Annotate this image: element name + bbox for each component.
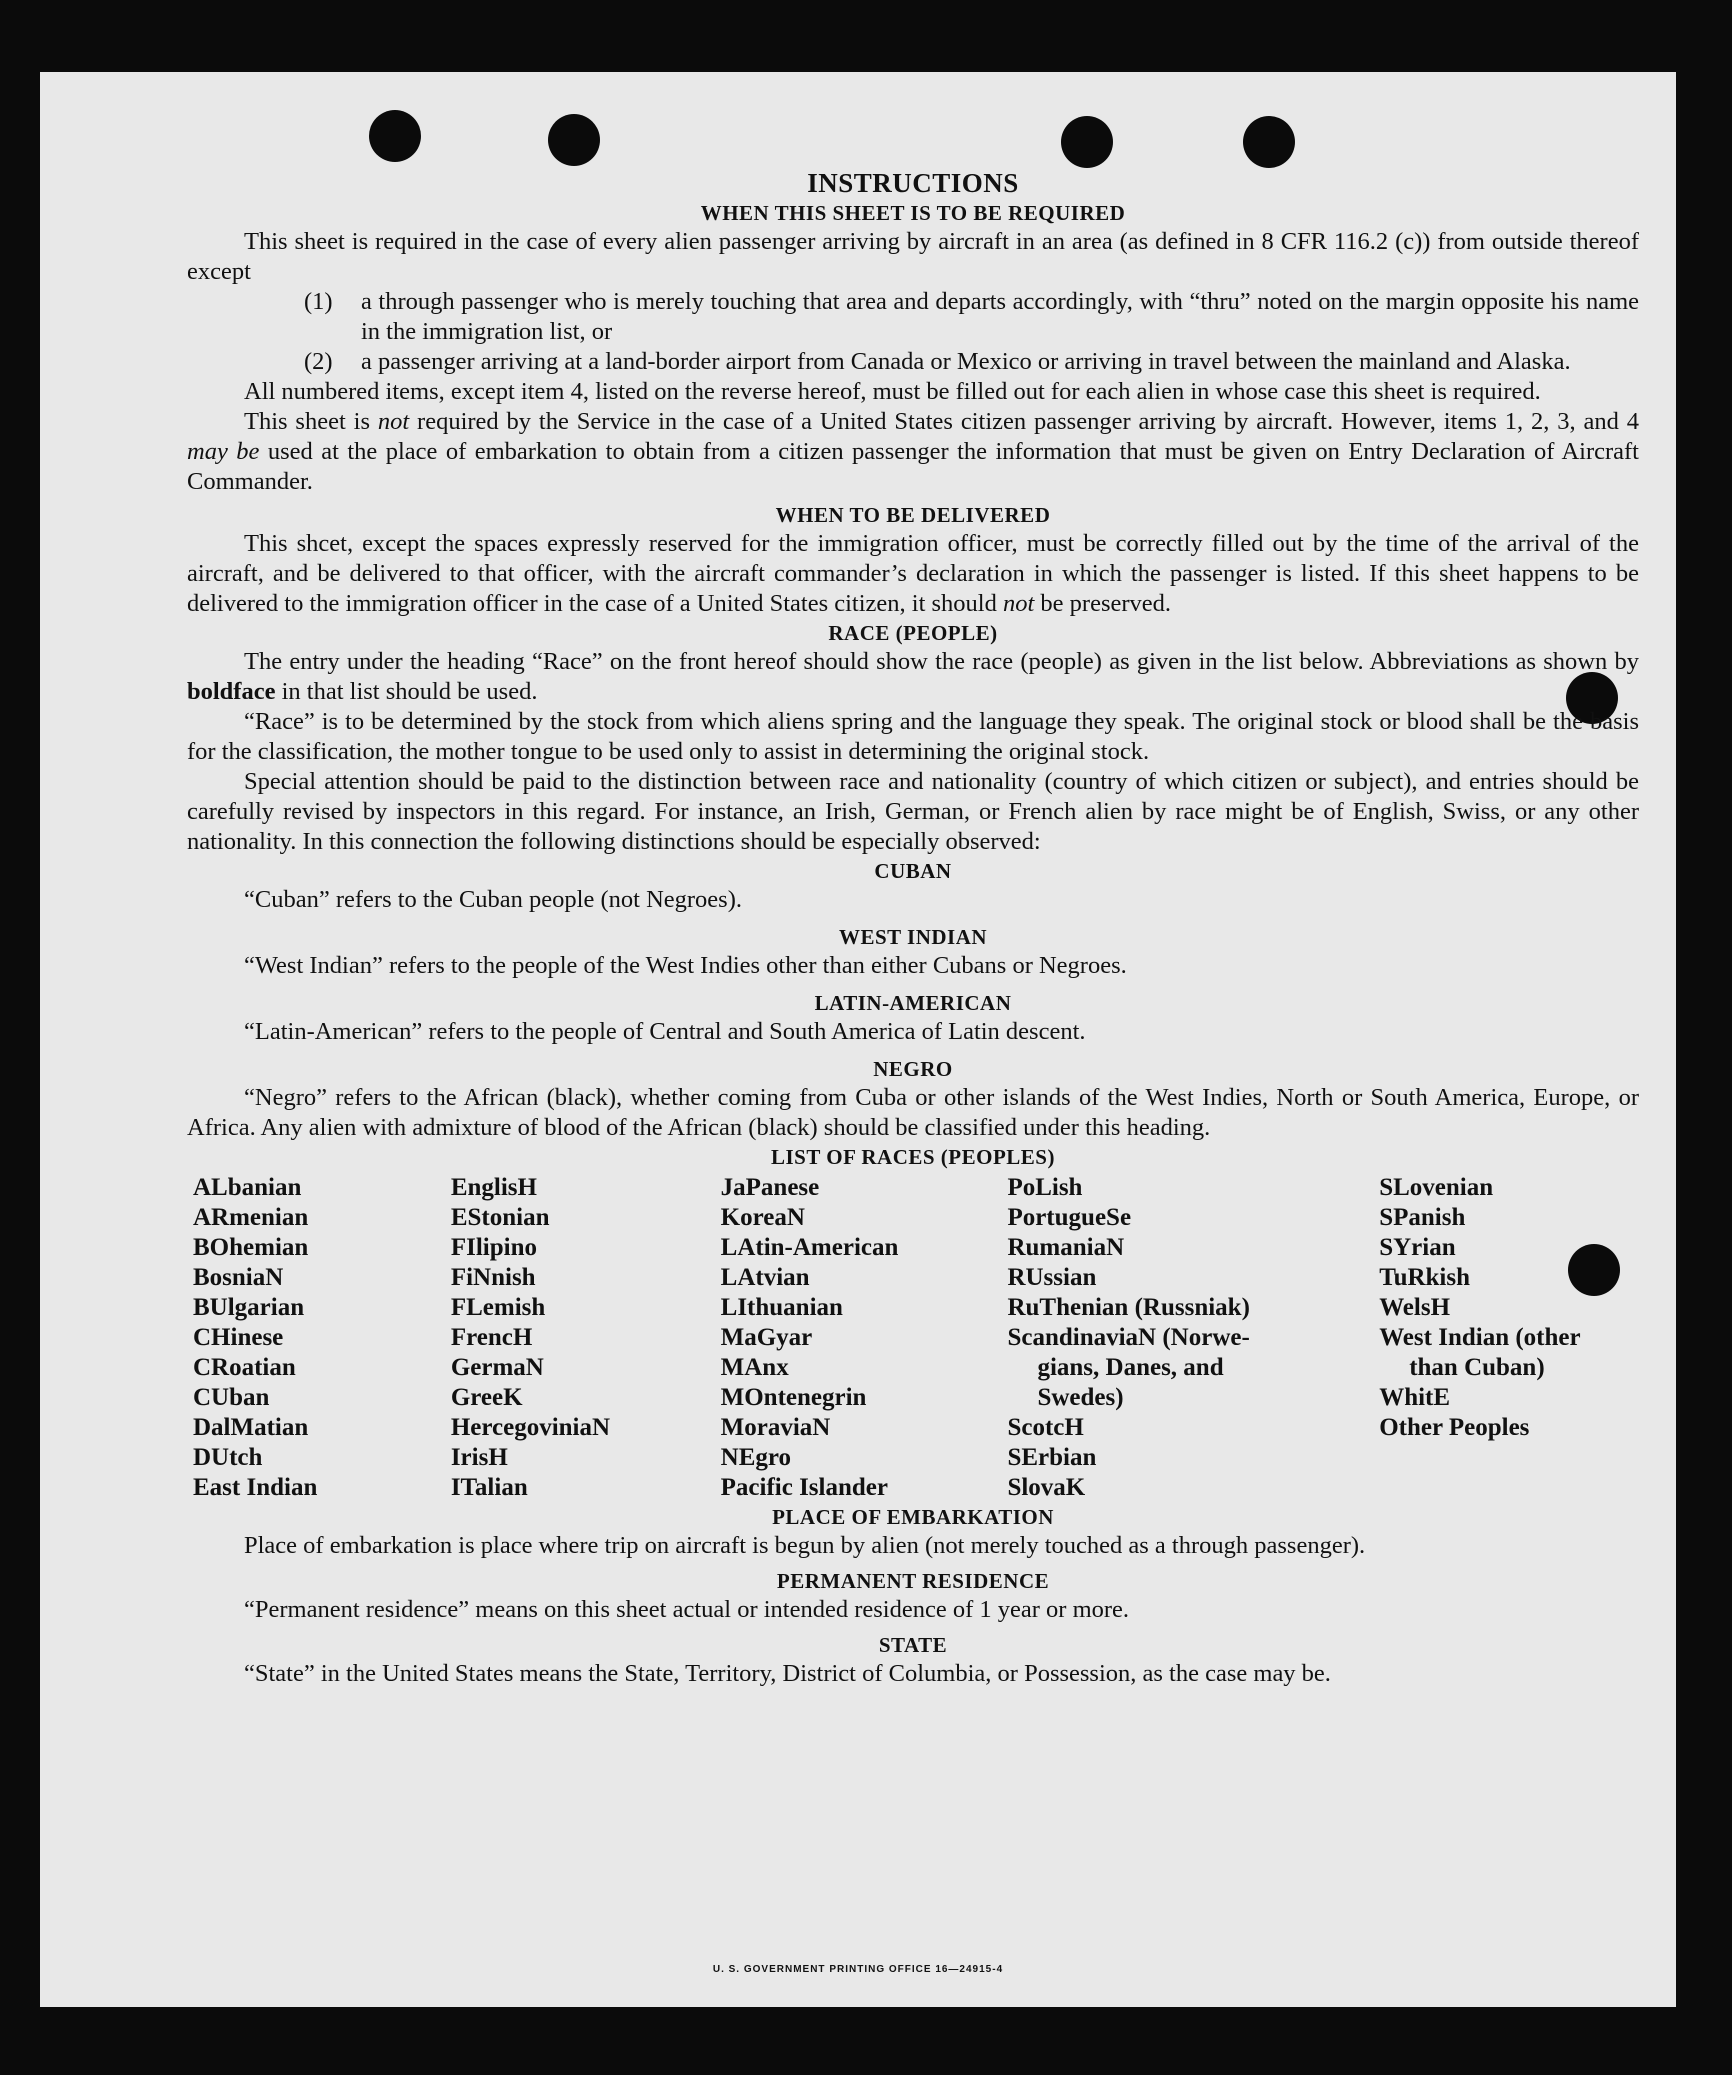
text-segment: be preserved. (1034, 590, 1172, 617)
text-segment: in that list should be used. (275, 678, 538, 705)
race-item: GermaN (450, 1354, 544, 1381)
race-item: RumaniaN (1007, 1234, 1125, 1261)
race-item: LAtin-American (720, 1234, 899, 1261)
race-list (193, 1173, 1639, 1503)
race-item: ScandinaviaN (Norwe- (1007, 1324, 1250, 1351)
race-column-2 (451, 1173, 721, 1503)
section-heading-list-of-races: LIST OF RACES (PEOPLES) (771, 1145, 1055, 1169)
race-item: BosniaN (193, 1264, 284, 1291)
section-heading-latin-american: LATIN-AMERICAN (814, 991, 1012, 1015)
emphasis: may be (187, 438, 260, 465)
race-item: DalMatian (193, 1414, 309, 1441)
race-item: JaPanese (720, 1174, 820, 1201)
punch-hole (1061, 116, 1113, 168)
text-segment: required by the Service in the case of a United States citizen passenger arriving by aircraft. However, items 1, 2, 3, and 4 (409, 408, 1640, 435)
race-item: MaGyar (720, 1324, 813, 1351)
text-segment: used at the place of embarkation to obtain from a citizen passenger the information that must be given on Entry Declaration of Aircraft Commander. (187, 438, 1639, 495)
section-heading-embarkation: PLACE OF EMBARKATION (772, 1505, 1054, 1529)
numbered-items-paragraph: All numbered items, except item 4, listed on the reverse hereof, must be filled out for each alien in whose case this sheet is required. (244, 378, 1541, 405)
document-sheet (40, 72, 1676, 2007)
race-item: RUssian (1007, 1264, 1097, 1291)
race-item: Pacific Islander (720, 1474, 888, 1501)
race-item: SYrian (1379, 1234, 1456, 1261)
section-heading-cuban: CUBAN (874, 859, 952, 883)
race-item: WhitE (1379, 1384, 1451, 1411)
race-item: GreeK (450, 1384, 523, 1411)
race-item: ScotcH (1007, 1414, 1084, 1441)
printer-imprint: U. S. GOVERNMENT PRINTING OFFICE 16—24915-4 (712, 1964, 1004, 1975)
race-item-continuation: than Cuban) (1409, 1354, 1545, 1381)
item-number: (2) (304, 348, 333, 375)
exception-item-2 (187, 347, 1639, 377)
race-item: CHinese (193, 1324, 284, 1351)
text-segment: This sheet is (244, 408, 378, 435)
text-segment: The entry under the heading “Race” on the front hereof should show the race (people) as given in the list below. Abbreviations as shown by (244, 648, 1639, 675)
citizen-paragraph (187, 407, 1639, 497)
item-text: a passenger arriving at a land-border airport from Canada or Mexico or arriving in travel between the mainland and Alaska. (361, 348, 1571, 375)
west-indian-definition: “West Indian” refers to the people of the West Indies other than either Cubans or Negroes. (244, 952, 1127, 979)
state-definition: “State” in the United States means the State, Territory, District of Columbia, or Possession, as the case may be. (244, 1660, 1331, 1687)
section-heading-negro: NEGRO (873, 1057, 953, 1081)
section-heading-state: STATE (878, 1633, 948, 1657)
race-item: DUtch (193, 1444, 263, 1471)
race-item-continuation: Swedes) (1037, 1384, 1124, 1411)
race-column-1 (193, 1173, 451, 1503)
emphasis: boldface (187, 678, 276, 705)
race-item: FiNnish (450, 1264, 536, 1291)
race-column-4 (1007, 1173, 1379, 1503)
race-item: ALbanian (193, 1174, 302, 1201)
exception-item-1 (187, 287, 1639, 347)
race-item: ITalian (450, 1474, 528, 1501)
item-number: (1) (304, 288, 333, 315)
race-item: MAnx (720, 1354, 789, 1381)
race-item: NEgro (720, 1444, 792, 1471)
race-item: West Indian (other (1379, 1324, 1581, 1351)
race-column-5 (1379, 1173, 1639, 1503)
when-required-intro: This sheet is required in the case of every alien passenger arriving by aircraft in an area (as defined in 8 CFR 116.2 (c)) from outside thereof except (187, 228, 1639, 285)
section-heading-when-delivered: WHEN TO BE DELIVERED (775, 503, 1051, 527)
race-item: FrencH (450, 1324, 533, 1351)
negro-definition: “Negro” refers to the African (black), whether coming from Cuba or other islands of the West Indies, North or South America, Europe, or Africa. Any alien with admixture of blood of the African (black) should be classified under this heading. (187, 1084, 1639, 1141)
race-item: EnglisH (450, 1174, 537, 1201)
emphasis: not (377, 408, 410, 435)
race-item: LAtvian (720, 1264, 810, 1291)
race-item: EStonian (450, 1204, 550, 1231)
punch-hole (369, 110, 421, 162)
race-item: CRoatian (193, 1354, 296, 1381)
race-item: BOhemian (193, 1234, 309, 1261)
race-item: FIlipino (450, 1234, 537, 1261)
race-paragraph-2: “Race” is to be determined by the stock from which aliens spring and the language they speak. The original stock or blood shall be the basis for the classification, the mother tongue to be used only to assist in determining the original stock. (187, 708, 1639, 765)
race-item: FLemish (450, 1294, 546, 1321)
when-delivered-paragraph (187, 529, 1639, 619)
race-item: KoreaN (720, 1204, 805, 1231)
page-title: INSTRUCTIONS (807, 168, 1019, 198)
text-segment: This shcet, except the spaces expressly reserved for the immigration officer, must be correctly filled out by the time of the arrival of the aircraft, and be delivered to that officer, with the aircraft commander’s declaration in which the passenger is listed. If this sheet happens to be delivered to the immigration officer in the case of a United States citizen, it should (187, 530, 1639, 617)
section-heading-when-required: WHEN THIS SHEET IS TO BE REQUIRED (700, 201, 1126, 225)
race-item: SlovaK (1007, 1474, 1086, 1501)
race-item: IrisH (450, 1444, 508, 1471)
race-item: Other Peoples (1379, 1414, 1530, 1441)
race-item: SPanish (1379, 1204, 1466, 1231)
race-column-3 (721, 1173, 1008, 1503)
section-heading-race: RACE (PEOPLE) (828, 621, 998, 645)
race-paragraph-1 (187, 647, 1639, 707)
race-item: East Indian (193, 1474, 318, 1501)
cuban-definition: “Cuban” refers to the Cuban people (not Negroes). (244, 886, 742, 913)
race-item: ARmenian (193, 1204, 309, 1231)
race-item: LIthuanian (720, 1294, 843, 1321)
punch-hole (548, 114, 600, 166)
race-item: PoLish (1007, 1174, 1083, 1201)
race-item: TuRkish (1379, 1264, 1471, 1291)
residence-definition: “Permanent residence” means on this sheet actual or intended residence of 1 year or more. (244, 1596, 1130, 1623)
race-item: MoraviaN (720, 1414, 831, 1441)
race-item: BUlgarian (193, 1294, 305, 1321)
race-paragraph-3: Special attention should be paid to the distinction between race and nationality (country of which citizen or subject), and entries should be carefully revised by inspectors in this regard. For instance, an Irish, German, or French alien by race might be of English, Swiss, or any other nationality. In this connection the following distinctions should be especially observed: (187, 768, 1639, 855)
race-item: MOntenegrin (720, 1384, 867, 1411)
section-heading-permanent-residence: PERMANENT RESIDENCE (776, 1569, 1050, 1593)
latin-american-definition: “Latin-American” refers to the people of Central and South America of Latin descent. (244, 1018, 1086, 1045)
punch-hole (1243, 116, 1295, 168)
section-heading-west-indian: WEST INDIAN (838, 925, 988, 949)
item-text: a through passenger who is merely touching that area and departs accordingly, with “thru” noted on the margin opposite his name in the immigration list, or (361, 288, 1639, 345)
race-item: SErbian (1007, 1444, 1097, 1471)
race-item: CUban (193, 1384, 270, 1411)
race-item-continuation: gians, Danes, and (1037, 1354, 1224, 1381)
race-item: WelsH (1379, 1294, 1451, 1321)
instructions-content (187, 167, 1639, 1689)
race-item: SLovenian (1379, 1174, 1494, 1201)
embarkation-definition: Place of embarkation is place where trip on aircraft is begun by alien (not merely touched as a through passenger). (244, 1532, 1366, 1559)
race-item: HercegoviniaN (450, 1414, 611, 1441)
race-item: PortugueSe (1007, 1204, 1132, 1231)
emphasis: not (1002, 590, 1035, 617)
race-item: RuThenian (Russniak) (1007, 1294, 1250, 1321)
